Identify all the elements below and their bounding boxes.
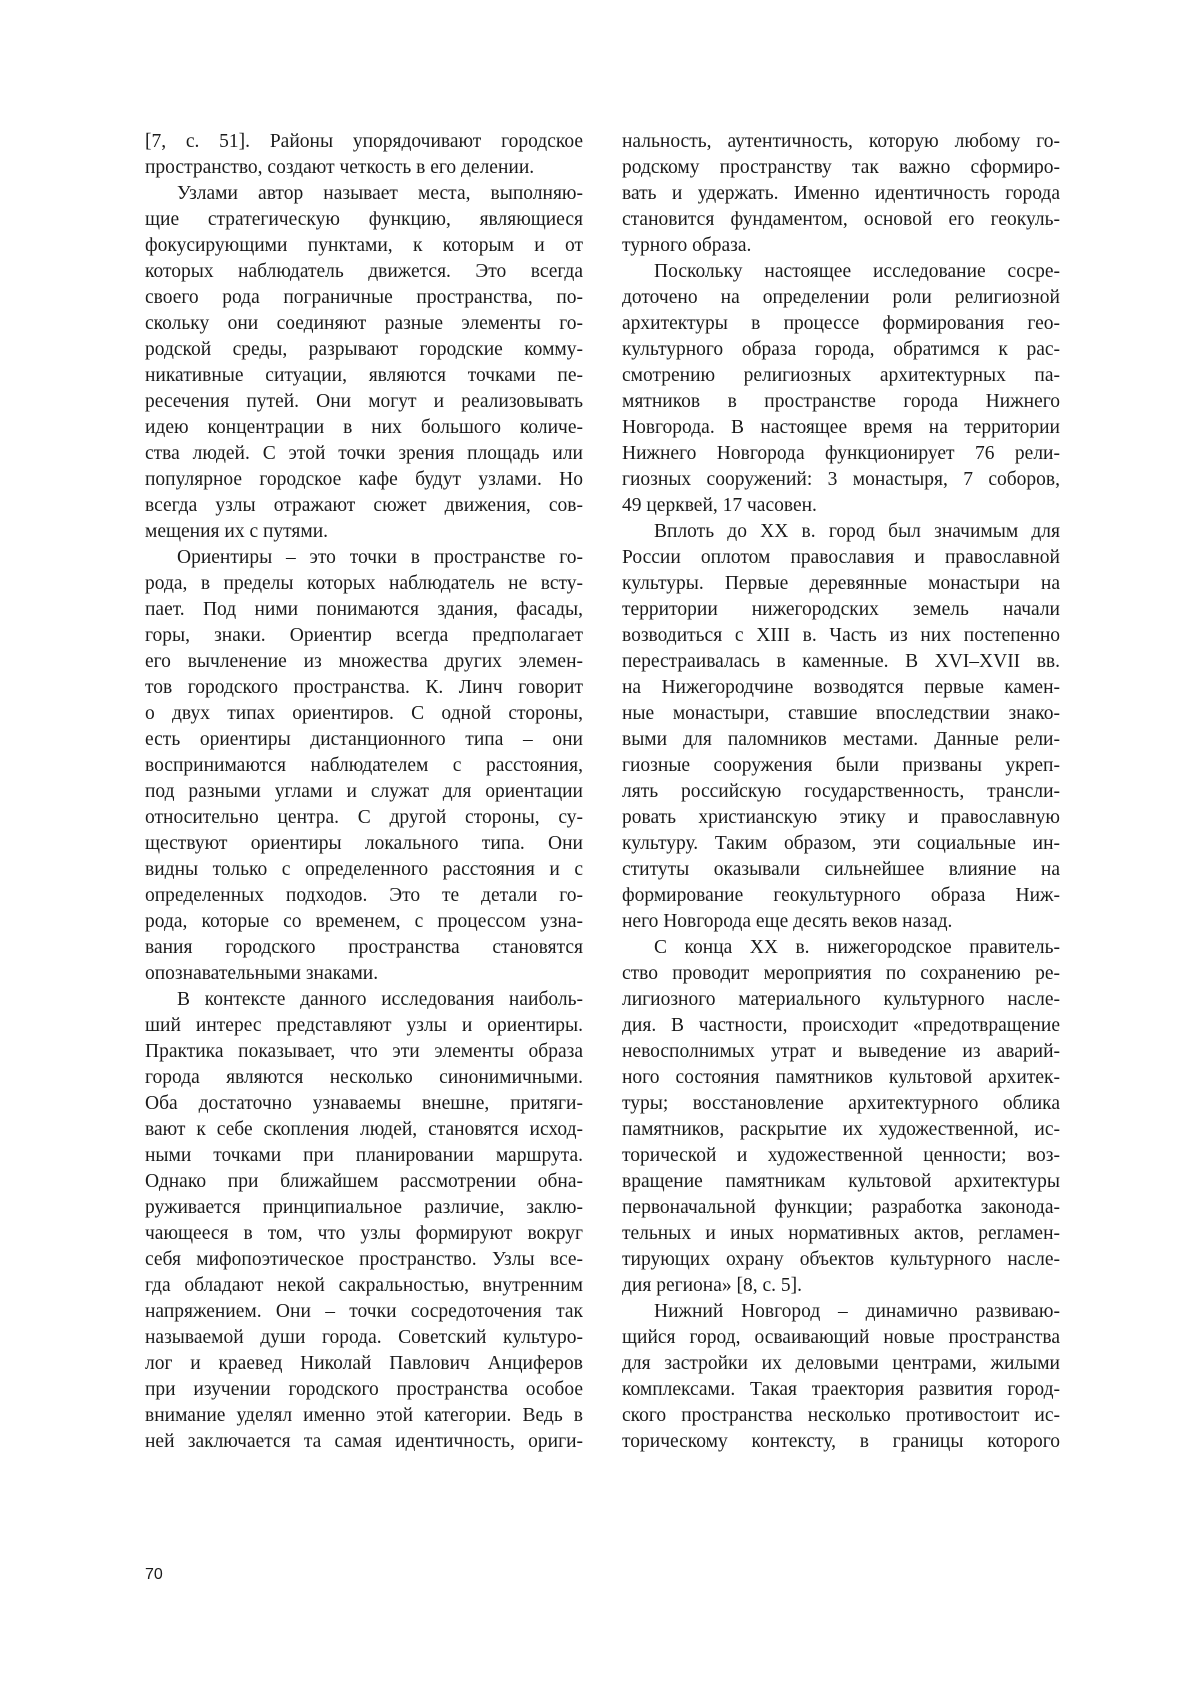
text-line: мещения их с путями. — [145, 519, 583, 545]
text-line: культурного образа города, обратимся к рас- — [622, 337, 1060, 363]
text-line: комплексами. Такая траектория развития город- — [622, 1377, 1060, 1403]
text-line: родской среды, разрывают городские комму- — [145, 337, 583, 363]
text-line: ществуют ориентиры локального типа. Они — [145, 831, 583, 857]
text-line: ного состояния памятников культовой архитек- — [622, 1065, 1060, 1091]
text-line: родскому пространству так важно сформиро- — [622, 155, 1060, 181]
text-line: при изучении городского пространства особое — [145, 1377, 583, 1403]
text-line: нальность, аутентичность, которую любому го- — [622, 129, 1060, 155]
text-line: есть ориентиры дистанционного типа – они — [145, 727, 583, 753]
text-line: пает. Под ними понимаются здания, фасады, — [145, 597, 583, 623]
text-line: внимание уделял именно этой категории. Ведь в — [145, 1403, 583, 1429]
text-line: С конца XX в. нижегородское правитель- — [622, 935, 1060, 961]
text-line: видны только с определенного расстояния и с — [145, 857, 583, 883]
text-line: культуры. Первые деревянные монастыри на — [622, 571, 1060, 597]
text-column-left — [145, 129, 583, 1455]
text-line: туры; восстановление архитектурного облика — [622, 1091, 1060, 1117]
text-line: [7, с. 51]. Районы упорядочивают городское — [145, 129, 583, 155]
text-line: торической и художественной ценности; воз- — [622, 1143, 1060, 1169]
paragraph — [145, 181, 583, 545]
text-line: вания городского пространства становятся — [145, 935, 583, 961]
text-line: вают к себе скопления людей, становятся исход- — [145, 1117, 583, 1143]
text-line: первоначальной функции; разработка законода- — [622, 1195, 1060, 1221]
text-line: него Новгорода еще десять веков назад. — [622, 909, 1060, 935]
paragraph — [622, 259, 1060, 519]
text-line: руживается принципиальное различие, заклю- — [145, 1195, 583, 1221]
text-line: архитектуры в процессе формирования гео- — [622, 311, 1060, 337]
text-line: воспринимаются наблюдателем с расстояния, — [145, 753, 583, 779]
paragraph — [622, 519, 1060, 935]
text-line: Нижний Новгород – динамично развиваю- — [622, 1299, 1060, 1325]
text-line: перестраивалась в каменные. В XVI–XVII вв. — [622, 649, 1060, 675]
text-line: лигиозного материального культурного насле- — [622, 987, 1060, 1013]
text-line: гиозные сооружения были призваны укреп- — [622, 753, 1060, 779]
text-line: ровать христианскую этику и православную — [622, 805, 1060, 831]
text-line: торическому контексту, в границы которого — [622, 1429, 1060, 1455]
text-line: тельных и иных нормативных актов, регламен- — [622, 1221, 1060, 1247]
text-line: Вплоть до XX в. город был значимым для — [622, 519, 1060, 545]
text-line: ство проводит мероприятия по сохранению ре- — [622, 961, 1060, 987]
text-line: щие стратегическую функцию, являющиеся — [145, 207, 583, 233]
text-line: вать и удержать. Именно идентичность города — [622, 181, 1060, 207]
text-line: города являются несколько синонимичными. — [145, 1065, 583, 1091]
paragraph — [622, 129, 1060, 259]
text-line: России оплотом православия и православной — [622, 545, 1060, 571]
paragraph — [145, 987, 583, 1455]
text-line: напряжением. Они – точки сосредоточения так — [145, 1299, 583, 1325]
text-line: мятников в пространстве города Нижнего — [622, 389, 1060, 415]
text-line: Однако при ближайшем рассмотрении обна- — [145, 1169, 583, 1195]
text-line: Практика показывает, что эти элементы образа — [145, 1039, 583, 1065]
text-line: щийся город, осваивающий новые пространства — [622, 1325, 1060, 1351]
text-line: популярное городское кафе будут узлами. Но — [145, 467, 583, 493]
text-line: относительно центра. С другой стороны, су- — [145, 805, 583, 831]
text-column-right — [622, 129, 1060, 1455]
text-line: выми для паломников местами. Данные рели- — [622, 727, 1060, 753]
text-line: никативные ситуации, являются точками пе- — [145, 363, 583, 389]
text-line: возводиться с XIII в. Часть из них постепенно — [622, 623, 1060, 649]
text-line: на Нижегородчине возводятся первые камен- — [622, 675, 1060, 701]
paragraph — [145, 545, 583, 987]
text-line: вращение памятникам культовой архитектуры — [622, 1169, 1060, 1195]
text-line: рода, в пределы которых наблюдатель не всту- — [145, 571, 583, 597]
text-line: фокусирующими пунктами, к которым и от — [145, 233, 583, 259]
text-line: ней заключается та самая идентичность, ориги- — [145, 1429, 583, 1455]
text-line: ституты оказывали сильнейшее влияние на — [622, 857, 1060, 883]
text-line: чающееся в том, что узлы формируют вокруг — [145, 1221, 583, 1247]
text-line: доточено на определении роли религиозной — [622, 285, 1060, 311]
text-line: для застройки их деловыми центрами, жилыми — [622, 1351, 1060, 1377]
text-line: рода, которые со временем, с процессом узна- — [145, 909, 583, 935]
text-line: тирующих охрану объектов культурного насле- — [622, 1247, 1060, 1273]
text-line: себя мифопоэтическое пространство. Узлы все- — [145, 1247, 583, 1273]
text-line: горы, знаки. Ориентир всегда предполагает — [145, 623, 583, 649]
text-line: Оба достаточно узнаваемы внешне, притяги- — [145, 1091, 583, 1117]
paragraph — [145, 129, 583, 181]
text-line: под разными углами и служат для ориентации — [145, 779, 583, 805]
text-line: своего рода пограничные пространства, по- — [145, 285, 583, 311]
text-line: определенных подходов. Это те детали го- — [145, 883, 583, 909]
text-line: ресечения путей. Они могут и реализовывать — [145, 389, 583, 415]
text-line: памятников, раскрытие их художественной, ис- — [622, 1117, 1060, 1143]
text-line: дия региона» [8, с. 5]. — [622, 1273, 1060, 1299]
text-line: идею концентрации в них большого количе- — [145, 415, 583, 441]
text-line: невосполнимых утрат и выведение из аварий- — [622, 1039, 1060, 1065]
text-line: тов городского пространства. К. Линч говорит — [145, 675, 583, 701]
text-line: ства людей. С этой точки зрения площадь или — [145, 441, 583, 467]
text-line: его вычленение из множества других элемен- — [145, 649, 583, 675]
text-line: гда обладают некой сакральностью, внутренним — [145, 1273, 583, 1299]
text-line: Узлами автор называет места, выполняю- — [145, 181, 583, 207]
text-line: лять российскую государственность, трансли- — [622, 779, 1060, 805]
text-line: В контексте данного исследования наиболь- — [145, 987, 583, 1013]
text-line: гиозных сооружений: 3 монастыря, 7 соборов, — [622, 467, 1060, 493]
text-line: 49 церквей, 17 часовен. — [622, 493, 1060, 519]
text-line: турного образа. — [622, 233, 1060, 259]
text-line: называемой души города. Советский культуро- — [145, 1325, 583, 1351]
text-line: ший интерес представляют узлы и ориентиры. — [145, 1013, 583, 1039]
text-line: становится фундаментом, основой его геокуль- — [622, 207, 1060, 233]
page-number: 70 — [145, 1566, 163, 1584]
text-line: Поскольку настоящее исследование сосре- — [622, 259, 1060, 285]
text-line: формирование геокультурного образа Ниж- — [622, 883, 1060, 909]
text-line: всегда узлы отражают сюжет движения, сов- — [145, 493, 583, 519]
text-line: лог и краевед Николай Павлович Анциферов — [145, 1351, 583, 1377]
text-line: культуру. Таким образом, эти социальные ин- — [622, 831, 1060, 857]
text-line: ными точками при планировании маршрута. — [145, 1143, 583, 1169]
paragraph — [622, 1299, 1060, 1455]
text-line: Новгорода. В настоящее время на территории — [622, 415, 1060, 441]
text-line: ского пространства несколько противостоит ис- — [622, 1403, 1060, 1429]
text-line: пространство, создают четкость в его делении. — [145, 155, 583, 181]
text-line: которых наблюдатель движется. Это всегда — [145, 259, 583, 285]
text-line: ные монастыри, ставшие впоследствии знако- — [622, 701, 1060, 727]
text-line: скольку они соединяют разные элементы го- — [145, 311, 583, 337]
text-line: опознавательными знаками. — [145, 961, 583, 987]
text-line: территории нижегородских земель начали — [622, 597, 1060, 623]
text-line: Нижнего Новгорода функционирует 76 рели- — [622, 441, 1060, 467]
paragraph — [622, 935, 1060, 1299]
text-line: о двух типах ориентиров. С одной стороны, — [145, 701, 583, 727]
text-line: смотрению религиозных архитектурных па- — [622, 363, 1060, 389]
text-line: дия. В частности, происходит «предотвращение — [622, 1013, 1060, 1039]
text-line: Ориентиры – это точки в пространстве го- — [145, 545, 583, 571]
